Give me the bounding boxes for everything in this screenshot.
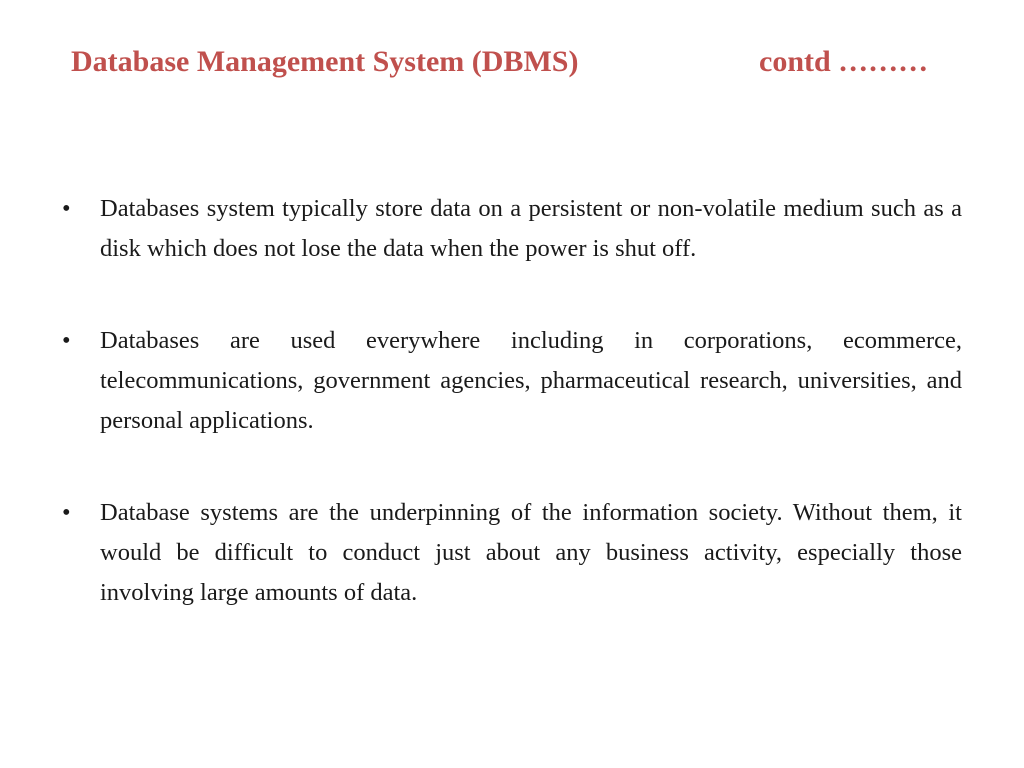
bullet-text: Databases are used everywhere including in corporations, ecommerce, telecommunications, government agencies, pharmaceutical research, universities, and personal applications. [100, 327, 962, 434]
bullet-text: Database systems are the underpinning of the information society. Without them, it would be difficult to conduct just about any business activity, especially those involving large amounts of data. [100, 499, 962, 606]
bullet-item [62, 321, 962, 441]
bullet-item [62, 189, 962, 269]
bullet-list [62, 189, 962, 665]
title-text: Database Management System (DBMS) [71, 45, 579, 78]
bullet-icon: • [62, 327, 71, 354]
bullet-item [62, 493, 962, 613]
bullet-icon: • [62, 499, 71, 526]
bullet-text: Databases system typically store data on a persistent or non-volatile medium such as a disk which does not lose the data when the power is shut off. [100, 195, 962, 262]
title-continued: contd ……… [759, 45, 929, 78]
bullet-icon: • [62, 195, 71, 222]
slide-title [71, 40, 971, 84]
